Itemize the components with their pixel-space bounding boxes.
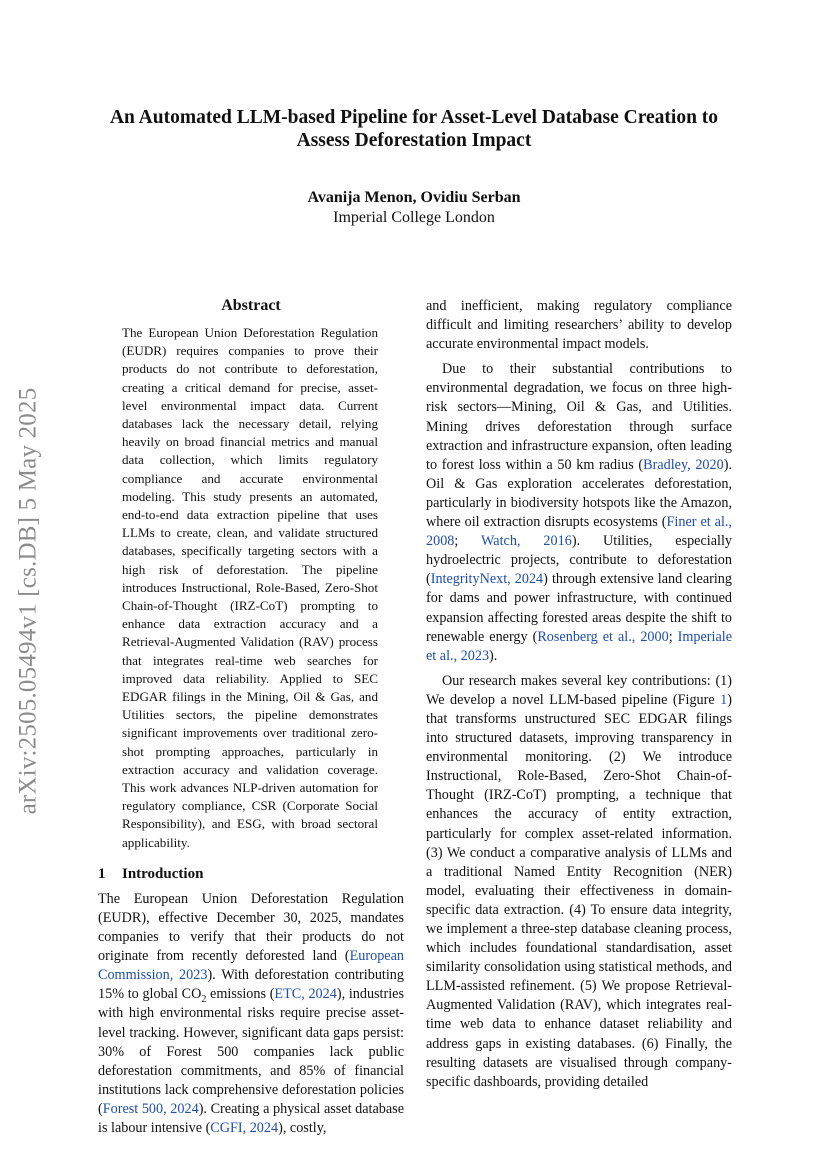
paper-title-line-1: An Automated LLM-based Pipeline for Asset-Level Database Creation to [109, 107, 719, 128]
left-column [98, 296, 404, 1144]
citation-link[interactable]: Bradley, 2020 [643, 456, 724, 473]
text-run: Due to their substantial contributions to environmental degradation, we focus on three high-risk sectors—Mining, Oil & Gas, and Utilities. Mining drives deforestation through surface extraction and infrastructure expansion, often leading to forest loss within a 50 km radius ( [426, 361, 732, 473]
citation-link[interactable]: Imperiale et al., 2023 [426, 628, 732, 664]
intro-paragraph-3 [426, 672, 732, 1092]
section-number: 1 [98, 865, 106, 882]
text-run: ). Oil & Gas exploration accelerates deforestation, particularly in biodiversity hotspots like the Amazon, where oil extraction disrupts ecosystems ( [426, 456, 732, 531]
text-run: ), costly, [278, 1120, 327, 1137]
intro-paragraph-1 [98, 890, 404, 1138]
text-run: emissions ( [206, 986, 275, 1003]
citation-link[interactable]: Forest 500, 2024 [102, 1100, 199, 1117]
paper-title-line-2: Assess Deforestation Impact [296, 130, 532, 151]
citation-link[interactable]: CGFI, 2024 [210, 1120, 279, 1137]
text-run: ) that transforms unstructured SEC EDGAR filings into structured datasets, improving transparency in environmental monitoring. (2) We introduce Instructional, Role-Based, Zero-Shot Chain-of-Thought (IRZ-CoT) prompting, a technique that enhances the accuracy of entity extraction, particularly for complex asset-related information. (3) We conduct a comparative analysis of LLMs and a traditional Named Entity Recognition (NER) model, evaluating their effectiveness in domain-specific data extraction. (4) To ensure data integrity, we implement a three-step database cleaning process, which includes foundational standardisation, asset similarity consolidation using statistical methods, and LLM-assisted refinement. (5) We propose Retrieval-Augmented Validation (RAV), which integrates real-time web data to enhance dataset reliability and address gaps in existing databases. (6) Finally, the resulting datasets are visualised through company-specific dashboards, providing detailed [426, 691, 732, 1090]
text-run: ). [489, 647, 498, 664]
text-run: Our research makes several key contributions: (1) We develop a novel LLM-based pipeline (Figure [426, 672, 732, 708]
section-title: Introduction [122, 865, 204, 882]
text-run: ). Creating a physical asset database is labour intensive ( [98, 1100, 404, 1137]
intro-paragraph-2 [426, 360, 732, 666]
paper-affiliation: Imperial College London [333, 209, 495, 226]
abstract-heading: Abstract [221, 297, 281, 314]
text-run: ), industries with high environmental risks require precise asset-level tracking. However, significant data gaps persist: 30% of Forest 500 companies lack public deforestation commitments, and 85% of financial institutions lack comprehensive deforestation policies ( [98, 986, 404, 1117]
text-run: The European Union Deforestation Regulation (EUDR), effective December 30, 2025, mandates companies to verify that their products do not originate from recently deforested land ( [98, 890, 404, 965]
intro-paragraph-1-continued: and inefficient, making regulatory compliance difficult and limiting researchers’ ability to develop accurate environmental impact models. [426, 298, 732, 353]
right-column [426, 297, 732, 1098]
abstract-text: The European Union Deforestation Regulation (EUDR) requires companies to prove their products do not contribute to deforestation, creating a critical demand for precise, asset-level environmental impact data. Current databases lack the necessary detail, relying heavily on broad financial metrics and manual data collection, which limits regulatory compliance and accurate environmental modeling. This study presents an automated, end-to-end data extraction pipeline that uses LLMs to create, clean, and validate structured databases, specifically targeting sectors with a high risk of deforestation. The pipeline introduces Instructional, Role-Based, Zero-Shot Chain-of-Thought (IRZ-CoT) prompting to enhance data extraction accuracy and a Retrieval-Augmented Validation (RAV) process that integrates real-time web searches for improved data reliability. Applied to SEC EDGAR filings in the Mining, Oil & Gas, and Utilities sectors, the pipeline demonstrates significant improvements over traditional zero-shot prompting approaches, particularly in extraction accuracy and validation coverage. This work advances NLP-driven automation for regulatory compliance, CSR (Corporate Social Responsibility), and ESG, with broad sectoral applicability. [122, 325, 378, 850]
text-run: ; [454, 533, 482, 550]
citation-link[interactable]: Rosenberg et al., 2000 [537, 628, 669, 645]
arxiv-identifier-text: arXiv:2505.05494v1 [cs.DB] 5 May 2025 [14, 387, 42, 815]
citation-link[interactable]: European Commission, 2023 [98, 948, 404, 984]
paper-authors: Avanija Menon, Ovidiu Serban [307, 189, 521, 206]
text-run: ). Utilities, especially hydroelectric projects, contribute to deforestation ( [426, 533, 732, 588]
text-run: ). With deforestation contributing 15% to global CO [98, 967, 404, 1003]
text-run: ; [668, 628, 678, 645]
citation-link[interactable]: Watch, 2016 [481, 533, 572, 550]
figure-reference-link[interactable]: 1 [720, 691, 728, 708]
citation-link[interactable]: ETC, 2024 [274, 986, 337, 1003]
text-run: ) through extensive land clearing for dams and power infrastructure, with continued expansion affecting forested areas despite the shift to renewable energy ( [426, 571, 732, 645]
citation-link[interactable]: Finer et al., 2008 [426, 514, 732, 550]
citation-link[interactable]: IntegrityNext, 2024 [430, 571, 544, 588]
paper-title [80, 106, 748, 152]
arxiv-identifier [8, 362, 48, 840]
section-heading-introduction [98, 864, 404, 884]
subscript: 2 [201, 994, 207, 1006]
